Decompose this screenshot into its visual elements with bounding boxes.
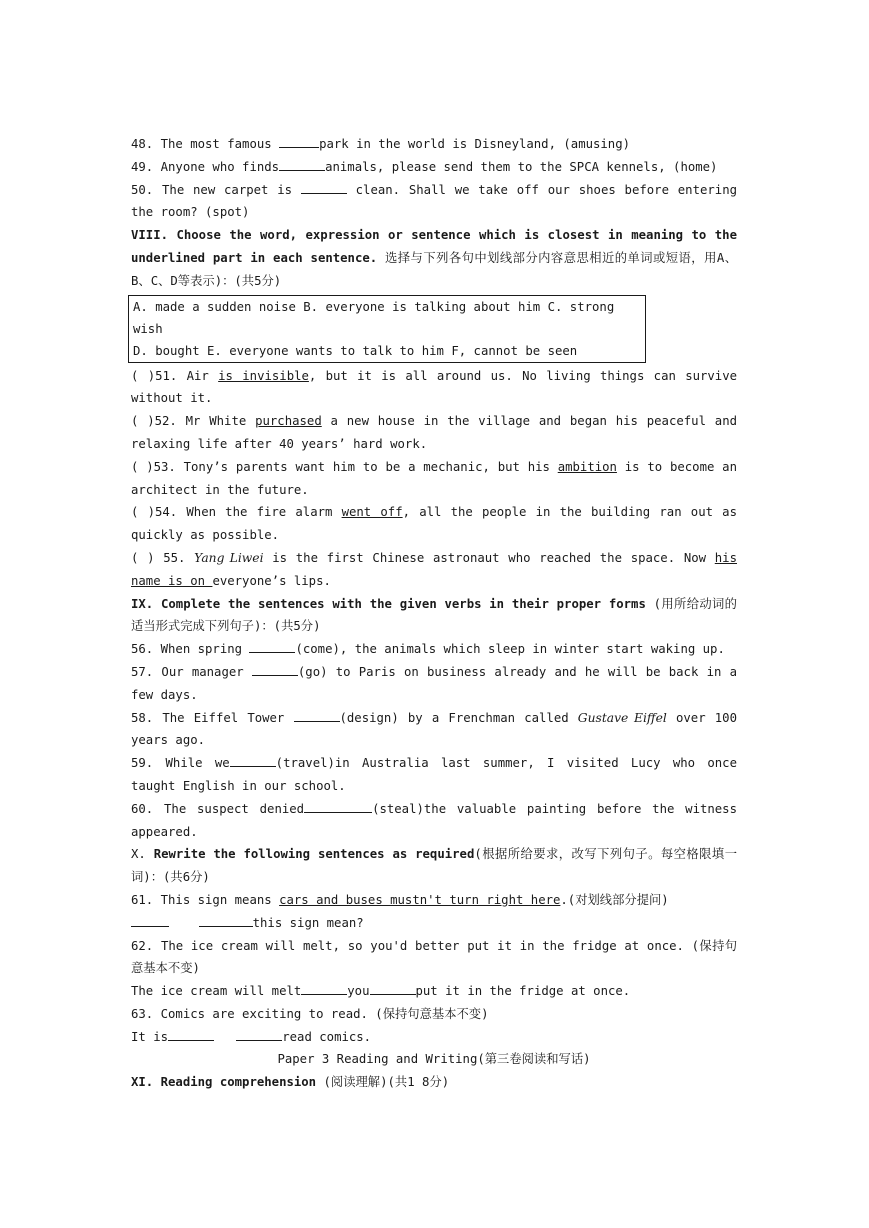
answer-blank[interactable] <box>301 180 347 194</box>
person-name: Yang Liwei <box>194 550 264 565</box>
question-60: 60. The suspect denied (steal)the valuable painting before the witness appeared. <box>131 798 737 844</box>
question-52: ( )52. Mr White purchased a new house in the village and began his peaceful and relaxing life after 40 years’ hard work. <box>131 414 737 451</box>
underlined-part: purchased <box>255 414 322 429</box>
answer-blank[interactable] <box>199 913 253 927</box>
answer-blank[interactable] <box>279 157 325 171</box>
question-55: ( ) 55. Yang Liwei is the first Chinese astronaut who reached the space. Now his name is on everyone’s lips. <box>131 550 737 588</box>
options-line-1: A. made a sudden noise B. everyone is talking about him C. strong wish <box>133 299 615 336</box>
answer-blank[interactable] <box>301 981 347 995</box>
answer-blank[interactable] <box>236 1027 282 1041</box>
question-63-answer-line: It is read comics. <box>131 1026 737 1049</box>
question-61: 61. This sign means cars and buses mustn't turn right here.(对划线部分提问) <box>131 892 669 907</box>
answer-blank[interactable] <box>230 753 276 767</box>
question-62-answer-line: The ice cream will melt you put it in the fridge at once. <box>131 980 737 1003</box>
section-10-heading: X. Rewrite the following sentences as required(根据所给要求，改写下列句子。每空格限填一词)：(共6分) <box>131 847 737 885</box>
question-51: ( )51. Air is invisible, but it is all around us. No living things can survive without it. <box>131 368 738 406</box>
question-54: ( )54. When the fire alarm went off, all the people in the building ran out as quickly as possible. <box>131 505 737 543</box>
options-line-2: D. bought E. everyone wants to talk to him F, cannot be seen <box>133 343 578 358</box>
question-50: 50. The new carpet is clean. Shall we take off our shoes before entering the room? (spot) <box>131 179 737 225</box>
question-57: 57. Our manager (go) to Paris on business already and he will be back in a few days. <box>131 661 737 707</box>
question-62: 62. The ice cream will melt, so you'd better put it in the fridge at once. (保持句意基本不变) <box>131 938 737 976</box>
section-8-heading: VIII. Choose the word, expression or sentence which is closest in meaning to the underlined part in each sentence. 选择与下列各句中划线部分内容意思相近的单词或短语，用A、B、C、D等表示)：(共5分) <box>131 228 737 288</box>
question-53: ( )53. Tony’s parents want him to be a mechanic, but his ambition is to become an architect in the future. <box>131 459 737 497</box>
paper-3-title: Paper 3 Reading and Writing(第三卷阅读和写话) <box>277 1052 591 1067</box>
answer-blank[interactable] <box>370 981 416 995</box>
answer-blank[interactable] <box>294 708 340 722</box>
answer-blank[interactable] <box>279 134 319 148</box>
question-48: 48. The most famous park in the world is Disneyland, (amusing) <box>131 133 737 156</box>
answer-blank[interactable] <box>252 662 298 676</box>
question-56: 56. When spring (come), the animals which sleep in winter start waking up. <box>131 638 737 661</box>
question-58: 58. The Eiffel Tower (design) by a Frenchman called Gustave Eiffel over 100 years ago. <box>131 707 737 753</box>
answer-blank[interactable] <box>304 799 372 813</box>
question-61-answer-line: this sign mean? <box>131 912 737 935</box>
underlined-part: cars and buses mustn't turn right here <box>279 892 561 907</box>
underlined-part: ambition <box>557 459 617 474</box>
answer-blank[interactable] <box>249 639 295 653</box>
section-11-heading: XI. Reading comprehension (阅读理解)(共1 8分) <box>131 1075 450 1090</box>
question-59: 59. While we (travel)in Australia last summer, I visited Lucy who once taught English in our school. <box>131 752 737 798</box>
answer-blank[interactable] <box>168 1027 214 1041</box>
section-9-heading: IX. Complete the sentences with the given verbs in their proper forms (用所给动词的适当形式完成下列句子)：(共5分) <box>131 596 737 634</box>
underlined-part: his name is on <box>131 550 737 588</box>
question-49: 49. Anyone who finds animals, please send them to the SPCA kennels, (home) <box>131 156 737 179</box>
question-63: 63. Comics are exciting to read. (保持句意基本不变) <box>131 1006 489 1021</box>
underlined-part: went off <box>341 505 403 520</box>
person-name: Gustave Eiffel <box>577 710 667 725</box>
exam-page <box>131 133 737 1094</box>
answer-blank[interactable] <box>131 913 169 927</box>
options-box <box>128 295 646 363</box>
underlined-part: is invisible <box>218 368 309 383</box>
